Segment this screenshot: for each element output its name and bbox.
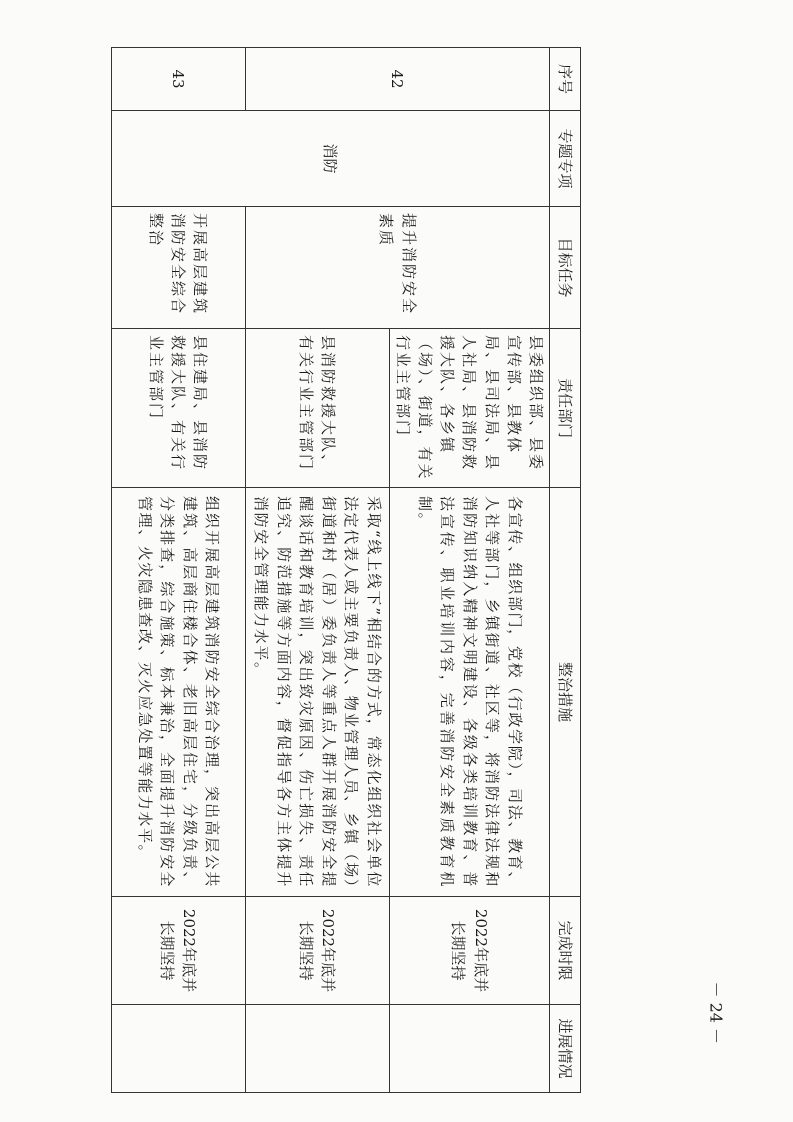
row-number: 42 xyxy=(245,48,549,111)
header-deadline: 完成时限 xyxy=(550,897,581,1005)
dept-cell: 县消防救援大队、有关行业主管部门 xyxy=(245,329,389,488)
task-cell: 提升消防安全素质 xyxy=(245,207,549,329)
table-header-row xyxy=(550,48,581,1093)
row-number: 43 xyxy=(111,48,245,111)
measure-cell: 组织开展高层建筑消防安全综合治理，突出高层公共建筑、高层商住楼合体、老旧高层住宅，分级负责、分类排查，综合施策、标本兼治，全面提升消防安全管理、火灾隐患查改、灭火应急处置等能力水平。 xyxy=(111,488,245,897)
header-topic: 专题专项 xyxy=(550,111,581,207)
deadline-cell: 2022年底并长期坚持 xyxy=(111,897,245,1005)
header-task: 目标任务 xyxy=(550,207,581,329)
task-cell: 开展高层建筑消防安全综合整治 xyxy=(111,207,245,329)
progress-cell xyxy=(245,1005,389,1093)
topic-cell: 消防 xyxy=(111,111,549,207)
progress-cell xyxy=(389,1005,549,1093)
measure-cell: 各宣传、组织部门，党校（行政学院），司法、教育、人社等部门，乡镇街道、社区等，将消防法律法规和消防知识纳入精神文明建设、各级各类培训教育、普法宣传、职业培训内容，完善消防安全素质教育机制。 xyxy=(389,488,549,897)
dept-cell: 县委组织部、县委宣传部、县教体局、县司法局、县人社局、县消防救援大队、各乡镇（场）、街道，有关行业主管部门 xyxy=(389,329,549,488)
dept-cell: 县住建局、县消防救援大队、有关行业主管部门 xyxy=(111,329,245,488)
header-measure: 整治措施 xyxy=(550,488,581,897)
page-number: － 24 － xyxy=(706,981,726,1045)
deadline-cell: 2022年底并长期坚持 xyxy=(245,897,389,1005)
header-progress: 进展情况 xyxy=(550,1005,581,1093)
rotated-page-content xyxy=(129,47,581,1092)
progress-cell xyxy=(111,1005,245,1093)
measure-cell: 采取“线上线下”相结合的方式，常态化组织社会单位法定代表人或主要负责人、物业管理人员、乡镇（场）街道和村（居）委负责人等重点人群开展消防安全提醒谈话和教育培训，突出致灾原因、伤亡损失、责任追究、防范措施等方面内容，督促指导各方主体提升消防安全管理能力水平。 xyxy=(245,488,389,897)
deadline-cell: 2022年底并长期坚持 xyxy=(389,897,549,1005)
header-dept: 责任部门 xyxy=(550,329,581,488)
table-row xyxy=(389,48,549,1093)
rectification-table xyxy=(111,47,581,1093)
header-no: 序号 xyxy=(550,48,581,111)
